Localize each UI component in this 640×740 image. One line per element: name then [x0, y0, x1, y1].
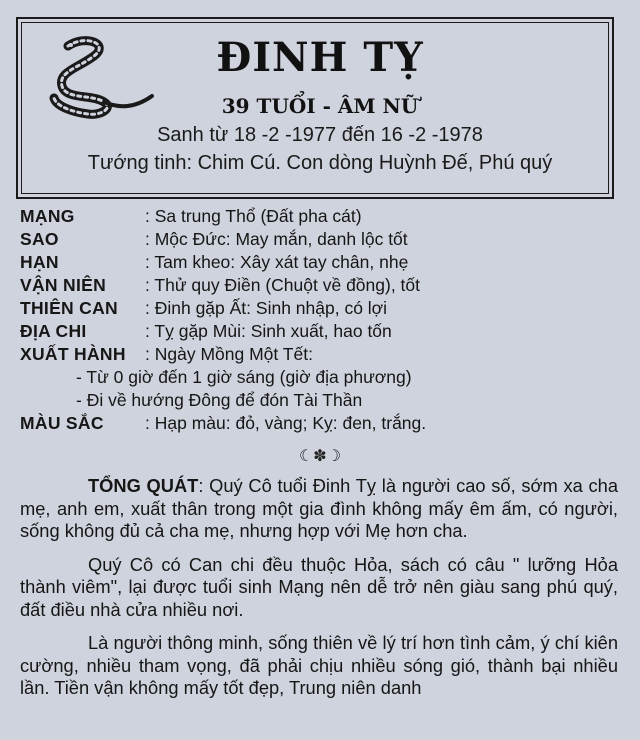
age-subtitle: 39 TUỔI - ÂM NỮ: [221, 94, 419, 118]
birth-range: Sanh từ 18 -2 -1977 đến 16 -2 -1978: [157, 124, 483, 146]
attr-value: : Thử quy Điền (Chuột về đồng), tốt: [145, 275, 421, 295]
page-title: ĐINH TỴ: [216, 34, 424, 81]
attr-label: XUẤT HÀNH: [20, 344, 126, 364]
attr-row-han: [20, 251, 620, 274]
attr-label: MÀU SẮC: [20, 413, 104, 433]
paragraph-character: Là người thông minh, sống thiên về lý trí hơn tình cảm, ý chí kiên cường, nhiều tham vọng, đã phải chịu nhiều sóng gió, thành bại nhiều lần. Tiền vận không mấy tốt đẹp, Trung niên danh: [20, 632, 618, 698]
attr-row-mau-sac: [20, 412, 620, 435]
attr-row-mang: [20, 205, 620, 228]
attribute-list: [20, 205, 620, 435]
attr-label: VẬN NIÊN: [20, 275, 107, 295]
attr-value: : Mộc Đức: May mắn, danh lộc tốt: [145, 229, 408, 249]
ornament-divider: ☾✽☽: [298, 448, 342, 465]
attr-label: SAO: [20, 229, 59, 249]
attr-value: : Sa trung Thổ (Đất pha cát): [145, 206, 362, 226]
attr-value: : Ngày Mồng Một Tết:: [145, 344, 313, 364]
body-text: [20, 475, 618, 711]
general-star: Tướng tinh: Chim Cú. Con dòng Huỳnh Đế, Phú quý: [87, 152, 553, 174]
paragraph-overview: [20, 475, 618, 543]
attr-row-van-nien: [20, 274, 620, 297]
snake-icon: [48, 36, 158, 120]
attr-row-xuat-hanh: [20, 343, 620, 366]
overview-text: : Quý Cô tuổi Đinh Tỵ là người cao số, sớm xa cha mẹ, anh em, xuất thân trong một gia đình không mấy êm ấm, có người, sống không đủ cả cha mẹ, nhưng hợp với Mẹ hơn cha.: [20, 475, 619, 541]
attr-row-thien-can: [20, 297, 620, 320]
attr-value: : Tỵ gặp Mùi: Sinh xuất, hao tốn: [145, 321, 392, 341]
overview-heading: TỔNG QUÁT: [88, 475, 199, 496]
attr-value: : Tam kheo: Xây xát tay chân, nhẹ: [145, 252, 409, 272]
attr-label: MẠNG: [20, 206, 75, 226]
attr-row-dia-chi: [20, 320, 620, 343]
departure-detail: - Từ 0 giờ đến 1 giờ sáng (giờ địa phương): [76, 367, 412, 387]
attr-row-sao: [20, 228, 620, 251]
attr-value: : Đinh gặp Ất: Sinh nhập, có lợi: [145, 298, 388, 318]
attr-label: ĐỊA CHI: [20, 321, 87, 341]
attr-label: THIÊN CAN: [20, 298, 118, 318]
departure-detail: - Đi về hướng Đông để đón Tài Thần: [76, 390, 363, 410]
attr-value: : Hạp màu: đỏ, vàng; Kỵ: đen, trắng.: [145, 413, 427, 433]
attr-label: HẠN: [20, 252, 59, 272]
paragraph-fortune: Quý Cô có Can chi đều thuộc Hỏa, sách có câu " lưỡng Hỏa thành viêm", lại được tuổi sinh Mạng nên dễ trở nên giàu sang phú quý, đất điều nhà cửa nhiều nơi.: [20, 553, 618, 620]
